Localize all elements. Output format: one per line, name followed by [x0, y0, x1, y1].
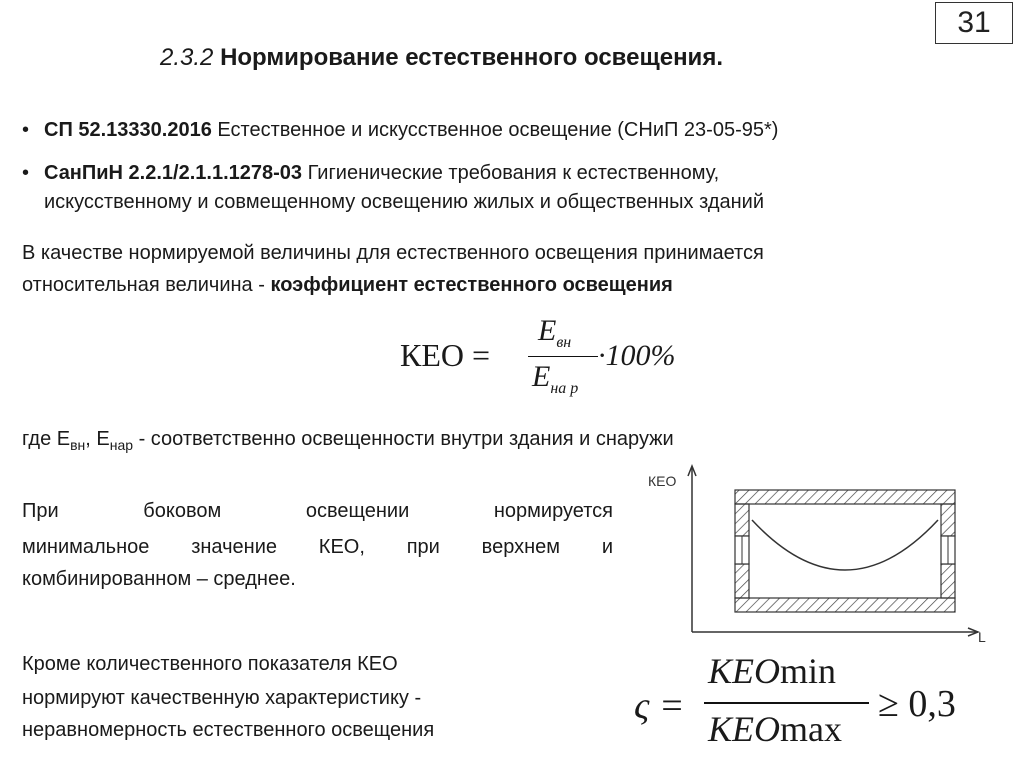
standard-bullet-1	[22, 117, 778, 144]
denominator-max: max	[780, 709, 842, 749]
where-prefix: где E	[22, 428, 71, 450]
floor-slab	[735, 598, 955, 612]
formula-lhs: КЕО =	[400, 337, 491, 373]
standard-bullet-2	[22, 160, 719, 187]
side-lighting-line-1: При боковом освещении нормируется	[22, 500, 613, 522]
quality-line-2: нормируют качественную характеристику -	[22, 687, 422, 709]
numerator-subscript: вн	[556, 334, 572, 351]
standard-code: СП 52.13330.2016	[44, 119, 212, 141]
keo-formula	[400, 312, 700, 404]
roof-slab	[735, 490, 955, 504]
formula2-rhs: ≥ 0,3	[878, 683, 956, 725]
keo-distribution-diagram	[640, 460, 1010, 650]
where-subscript-2: нар	[109, 437, 134, 453]
where-rest: - соответственно освещенности внутри здания и снаружи	[133, 428, 674, 450]
where-line	[22, 424, 674, 460]
title-text: Нормирование естественного освещения.	[220, 44, 723, 71]
intro-line-1: В качестве нормируемой величины для естественного освещения принимается	[22, 242, 764, 264]
formula2-fraction-bar	[704, 702, 869, 704]
formula2-lhs: ς =	[634, 685, 685, 727]
intro-bold-term: коэффициент естественного освещения	[270, 274, 673, 296]
denominator-subscript: на р	[550, 380, 579, 397]
formula2-numerator	[708, 650, 836, 692]
intro-plain: относительная величина -	[22, 274, 271, 296]
numerator-min: min	[780, 651, 837, 691]
standard-bullet-2-continuation: искусственному и совмещенному освещению жилых и общественных зданий	[44, 191, 764, 213]
denominator-symbol: E	[532, 360, 551, 393]
quality-line-3: неравномерность естественного освещения	[22, 719, 435, 741]
graph-y-label: КЕО	[648, 473, 677, 489]
standard-text: Гигиенические требования к естественному,	[302, 162, 720, 184]
denominator-keo: KEO	[708, 709, 780, 749]
right-wall-lower	[941, 564, 955, 598]
slide-title	[160, 44, 723, 72]
bullet-icon: •	[22, 119, 30, 141]
formula2-denominator	[708, 708, 842, 750]
formula-numerator	[538, 314, 571, 352]
side-lighting-line-3: комбинированном – среднее.	[22, 568, 296, 590]
quality-line-1: Кроме количественного показателя КЕО	[22, 653, 398, 675]
section-number: 2.3.2	[160, 44, 214, 71]
intro-line-2	[22, 270, 673, 300]
nonuniformity-formula	[628, 650, 1018, 762]
standard-code: СанПиН 2.2.1/2.1.1.1278-03	[44, 162, 303, 184]
numerator-keo: KEO	[708, 651, 780, 691]
where-mid: , E	[85, 428, 110, 450]
side-lighting-line-2: минимальное значение КЕО, при верхнем и	[22, 536, 613, 558]
page-number: 31	[935, 2, 1013, 44]
formula-denominator	[532, 360, 578, 398]
keo-curve	[752, 520, 938, 570]
numerator-symbol: E	[538, 314, 557, 347]
where-subscript-1: вн	[70, 437, 86, 453]
left-wall-lower	[735, 564, 749, 598]
left-wall-upper	[735, 504, 749, 536]
bullet-icon: •	[22, 162, 30, 184]
room-section	[735, 490, 955, 612]
formula-multiplier: ·100%	[598, 339, 676, 372]
fraction-bar	[528, 356, 598, 357]
right-wall-upper	[941, 504, 955, 536]
graph-x-label: L	[978, 629, 986, 645]
standard-text: Естественное и искусственное освещение (СНиП 23-05-95*)	[211, 119, 779, 141]
